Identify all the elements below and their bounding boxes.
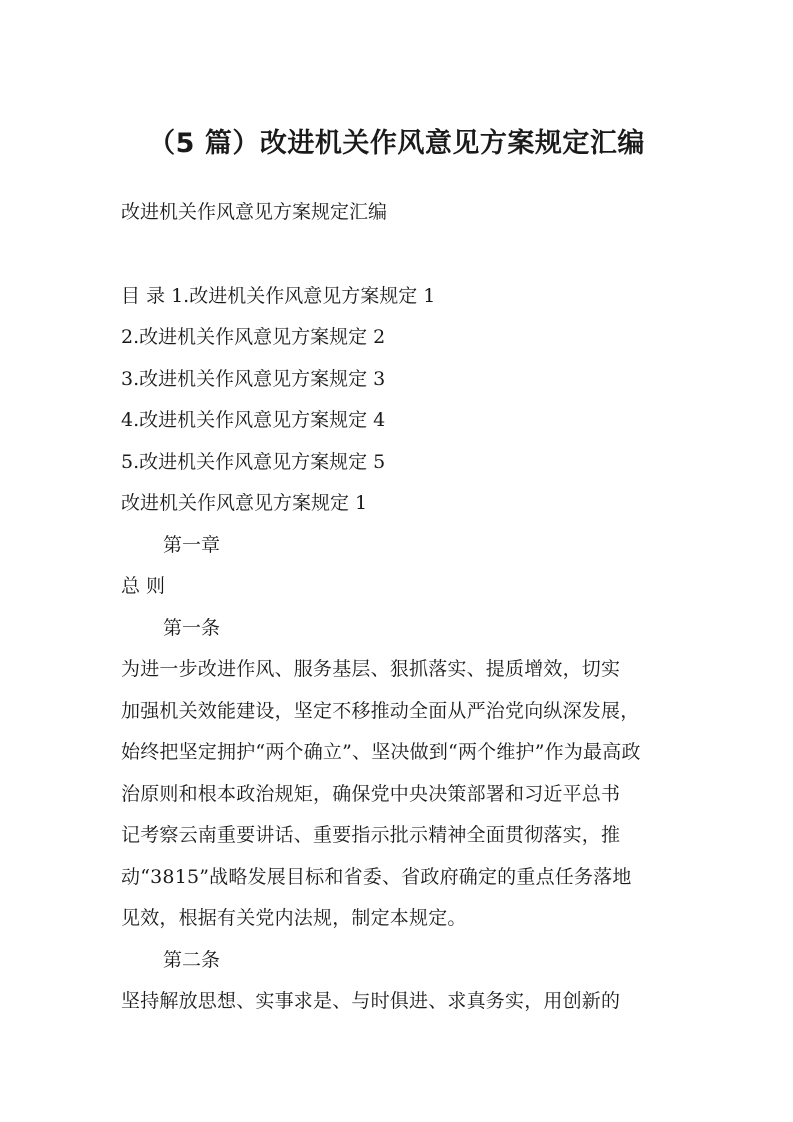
paragraph-line: 治原则和根本政治规矩，确保党中央决策部署和习近平总书 [121, 783, 621, 805]
toc-item: 2.改进机关作风意见方案规定 2 [121, 326, 386, 348]
chapter-title: 总 则 [121, 575, 166, 597]
toc-item: 3.改进机关作风意见方案规定 3 [121, 368, 386, 390]
paragraph-line: 见效，根据有关党内法规，制定本规定。 [121, 907, 467, 929]
toc-item: 目 录 1.改进机关作风意见方案规定 1 [121, 285, 436, 307]
paragraph-line: 加强机关效能建设，坚定不移推动全面从严治党向纵深发展， [121, 700, 640, 722]
paragraph-line: 为进一步改进作风、服务基层、狠抓落实、提质增效，切实 [121, 658, 621, 680]
toc-item: 5.改进机关作风意见方案规定 5 [121, 451, 386, 473]
paragraph-line: 记考察云南重要讲话、重要指示批示精神全面贯彻落实，推 [121, 824, 621, 846]
toc-item: 4.改进机关作风意见方案规定 4 [121, 409, 386, 431]
article-label: 第二条 [163, 949, 221, 971]
paragraph-line: 始终把坚定拥护“两个确立”、坚决做到“两个维护”作为最高政 [121, 741, 641, 763]
document-subtitle: 改进机关作风意见方案规定汇编 [121, 201, 388, 223]
paragraph-line: 动“3815”战略发展目标和省委、省政府确定的重点任务落地 [121, 866, 632, 888]
paragraph-line: 坚持解放思想、实事求是、与时俱进、求真务实，用创新的 [121, 990, 621, 1012]
article-label: 第一条 [163, 617, 221, 639]
document-title: （5 篇）改进机关作风意见方案规定汇编 [148, 128, 645, 159]
section-heading: 改进机关作风意见方案规定 1 [121, 492, 368, 514]
chapter-label: 第一章 [163, 534, 221, 556]
